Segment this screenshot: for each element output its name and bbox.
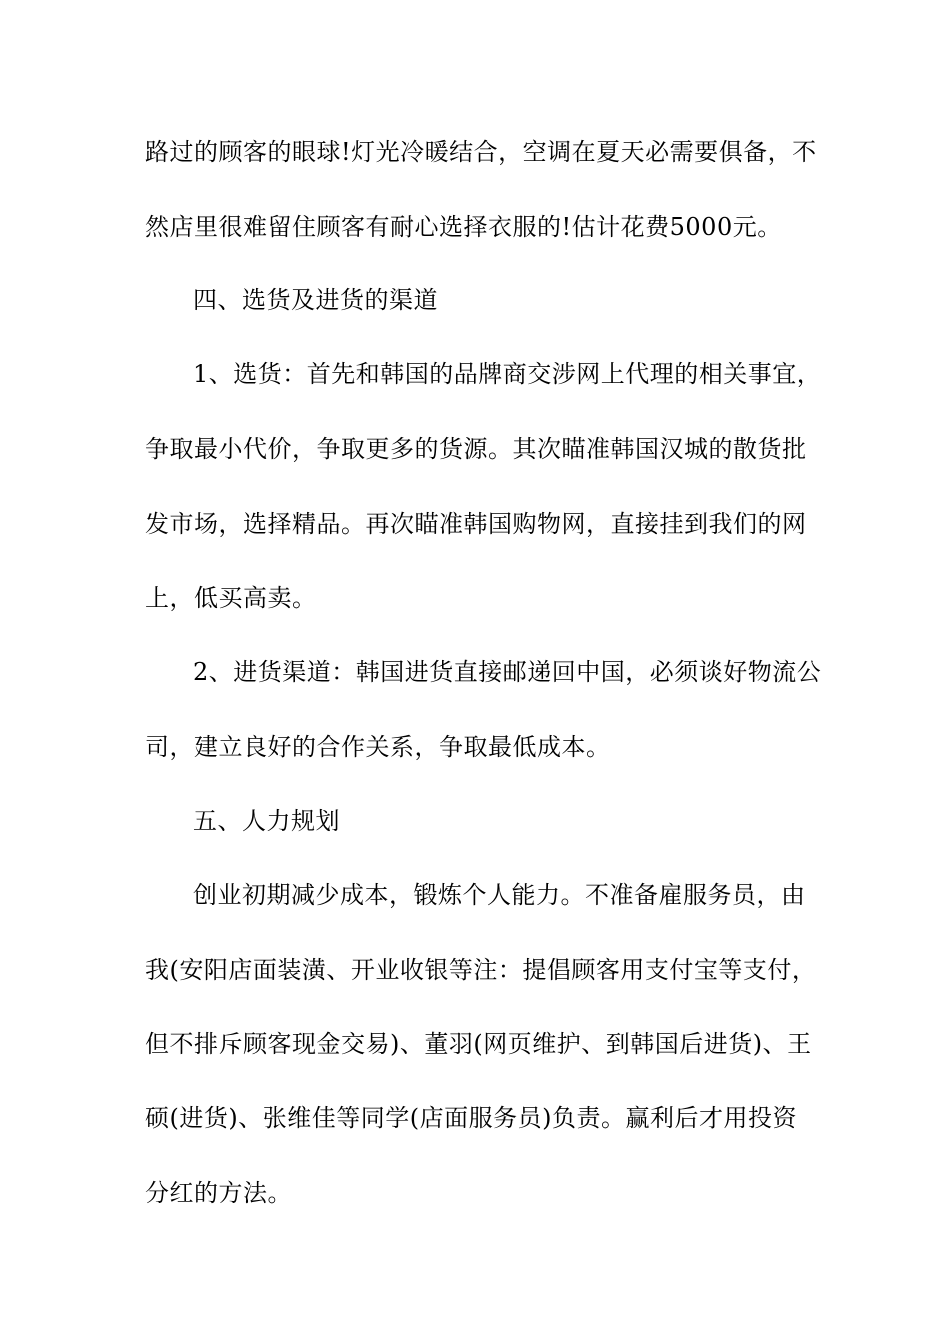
paragraph-line: 路过的顾客的眼球!灯光冷暖结合，空调在夏天必需要俱备，不 — [145, 138, 817, 166]
paragraph-line: 1、选货：首先和韩国的品牌商交涉网上代理的相关事宜， — [193, 360, 822, 388]
paragraph-line: 我(安阳店面装潢、开业收银等注：提倡顾客用支付宝等支付， — [145, 956, 817, 984]
paragraph-line: 2、进货渠道：韩国进货直接邮递回中国，必须谈好物流公 — [193, 658, 822, 686]
paragraph-line: 争取最小代价，争取更多的货源。其次瞄准韩国汉城的散货批 — [145, 435, 807, 463]
paragraph-line: 然店里很难留住顾客有耐心选择衣服的!估计花费5000元。 — [145, 213, 782, 241]
paragraph-line: 分红的方法。 — [145, 1179, 292, 1207]
paragraph-line: 硕(进货)、张维佳等同学(店面服务员)负责。赢利后才用投资 — [145, 1104, 797, 1132]
paragraph-line: 司，建立良好的合作关系，争取最低成本。 — [145, 733, 611, 761]
paragraph-line: 但不排斥顾客现金交易)、董羽(网页维护、到韩国后进货)、王 — [145, 1030, 812, 1058]
paragraph-line: 发市场，选择精品。再次瞄准韩国购物网，直接挂到我们的网 — [145, 510, 807, 538]
paragraph-line: 上，低买高卖。 — [145, 584, 317, 612]
paragraph-line: 创业初期减少成本，锻炼个人能力。不准备雇服务员，由 — [193, 881, 806, 909]
section-heading: 四、选货及进货的渠道 — [193, 286, 438, 314]
section-heading: 五、人力规划 — [193, 807, 340, 835]
